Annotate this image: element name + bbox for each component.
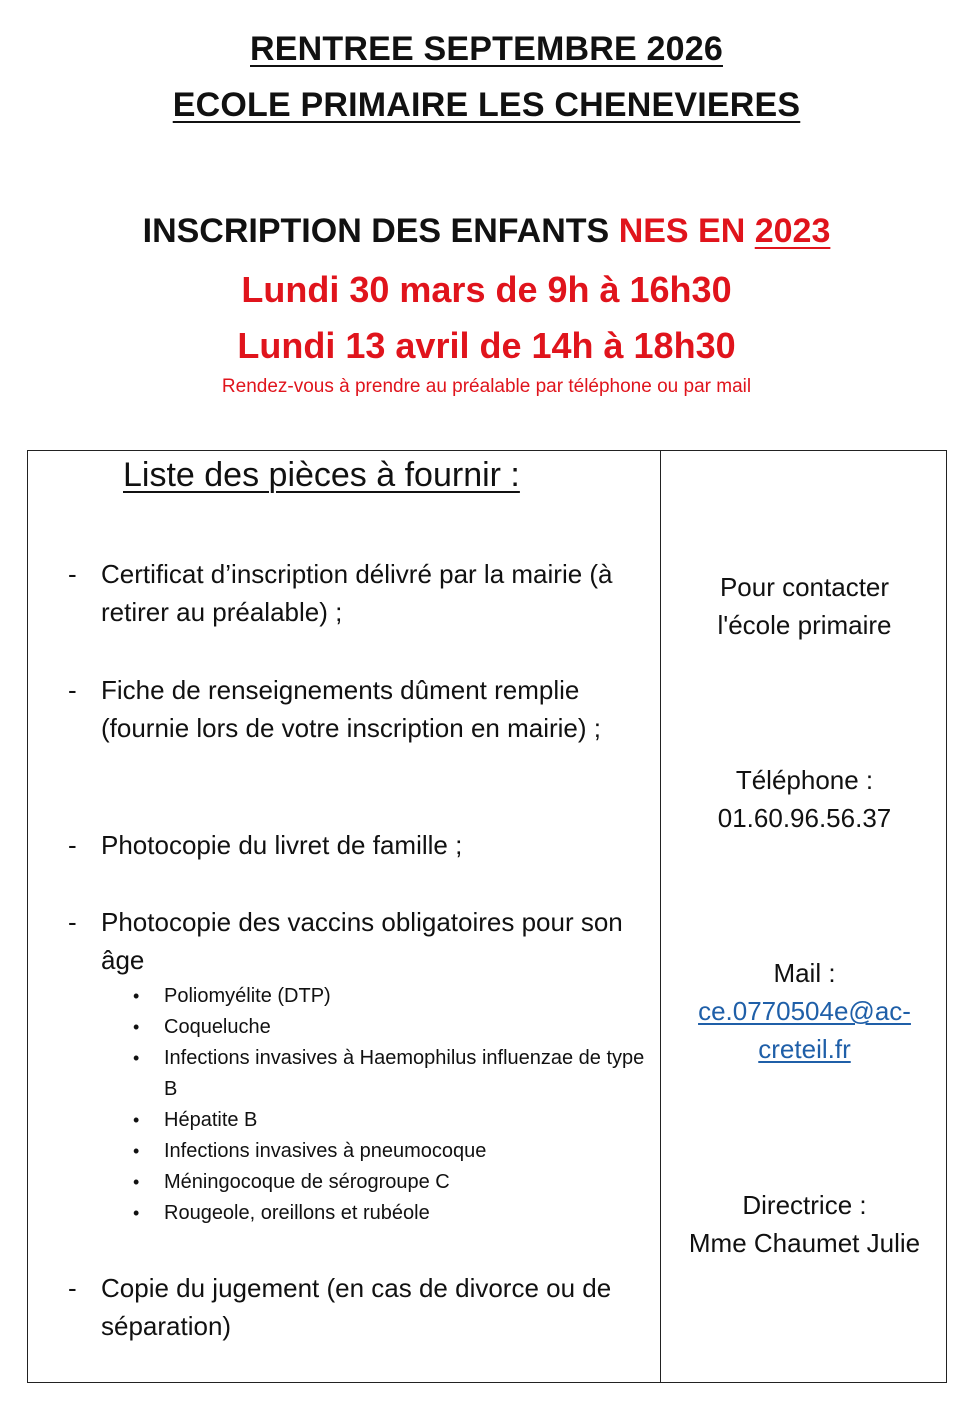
contact-director	[662, 1186, 947, 1262]
appointment-note: Rendez-vous à prendre au préalable par téléphone ou par mail	[221, 376, 752, 397]
title-line-2: ECOLE PRIMAIRE LES CHENEVIERES	[172, 86, 801, 124]
contact-phone	[662, 761, 947, 837]
inscription-heading	[0, 212, 973, 251]
list-dash: -	[68, 830, 77, 860]
vaccine-label: Poliomyélite (DTP)	[164, 985, 331, 1007]
table-divider	[660, 450, 661, 1383]
mail-link-line-2[interactable]	[662, 1030, 947, 1068]
list-item: Photocopie des vaccins obligatoires pour son âge	[101, 907, 623, 975]
mail-label: Mail :	[773, 958, 836, 988]
phone-label: Téléphone :	[735, 765, 874, 795]
date-2: Lundi 13 avril de 14h à 18h30	[237, 325, 736, 366]
mail-link-line-1[interactable]	[662, 992, 947, 1030]
vaccine-list	[133, 981, 658, 1229]
vaccine-label: Méningocoque de sérogroupe C	[164, 1171, 450, 1193]
vaccine-item	[133, 1198, 658, 1229]
list-dash: -	[68, 1273, 77, 1303]
bullet-icon: •	[133, 1048, 140, 1068]
director-name: Mme Chaumet Julie	[688, 1228, 921, 1258]
vaccine-item	[133, 1043, 658, 1105]
mail-link-text-1[interactable]: ce.0770504e@ac-	[698, 996, 911, 1026]
contact-mail	[662, 954, 947, 1068]
contact-intro-line-1: Pour contacter	[719, 572, 890, 602]
vaccine-item	[133, 1136, 658, 1167]
bullet-icon: •	[133, 986, 140, 1006]
vaccine-item	[133, 981, 658, 1012]
bullet-icon: •	[133, 1017, 140, 1037]
bullet-icon: •	[133, 1110, 140, 1130]
inscription-highlight: NES EN	[618, 212, 755, 250]
vaccine-item	[133, 1105, 658, 1136]
contact-intro-line-2: l'école primaire	[717, 610, 892, 640]
list-dash: -	[68, 907, 77, 937]
director-label: Directrice :	[742, 1190, 867, 1220]
list-item: Fiche de renseignements dûment remplie (fournie lors de votre inscription en mairie) ;	[101, 675, 601, 743]
mail-link-text-2[interactable]: creteil.fr	[758, 1034, 851, 1064]
pieces-title: Liste des pièces à fournir :	[123, 456, 520, 494]
bullet-icon: •	[133, 1203, 140, 1223]
vaccine-item	[133, 1167, 658, 1198]
contact-intro	[662, 568, 947, 644]
vaccine-label: Hépatite B	[164, 1109, 258, 1131]
title-line-1: RENTREE SEPTEMBRE 2026	[250, 30, 723, 68]
list-item: Certificat d’inscription délivré par la mairie (à retirer au préalable) ;	[101, 559, 613, 627]
list-item: Photocopie du livret de famille ;	[101, 830, 463, 860]
bullet-icon: •	[133, 1172, 140, 1192]
phone-number: 01.60.96.56.37	[717, 803, 892, 833]
vaccine-label: Coqueluche	[164, 1016, 271, 1038]
vaccine-label: Infections invasives à pneumocoque	[164, 1140, 487, 1162]
list-dash: -	[68, 675, 77, 705]
vaccine-label: Rougeole, oreillons et rubéole	[164, 1202, 430, 1224]
vaccine-item	[133, 1012, 658, 1043]
inscription-year: 2023	[754, 212, 831, 250]
list-dash: -	[68, 559, 77, 589]
inscription-prefix: INSCRIPTION DES ENFANTS	[142, 212, 619, 250]
bullet-icon: •	[133, 1141, 140, 1161]
vaccine-label: Infections invasives à Haemophilus influenzae de type B	[164, 1047, 645, 1100]
date-1: Lundi 30 mars de 9h à 16h30	[241, 269, 732, 310]
list-item: Copie du jugement (en cas de divorce ou de séparation)	[101, 1273, 612, 1341]
